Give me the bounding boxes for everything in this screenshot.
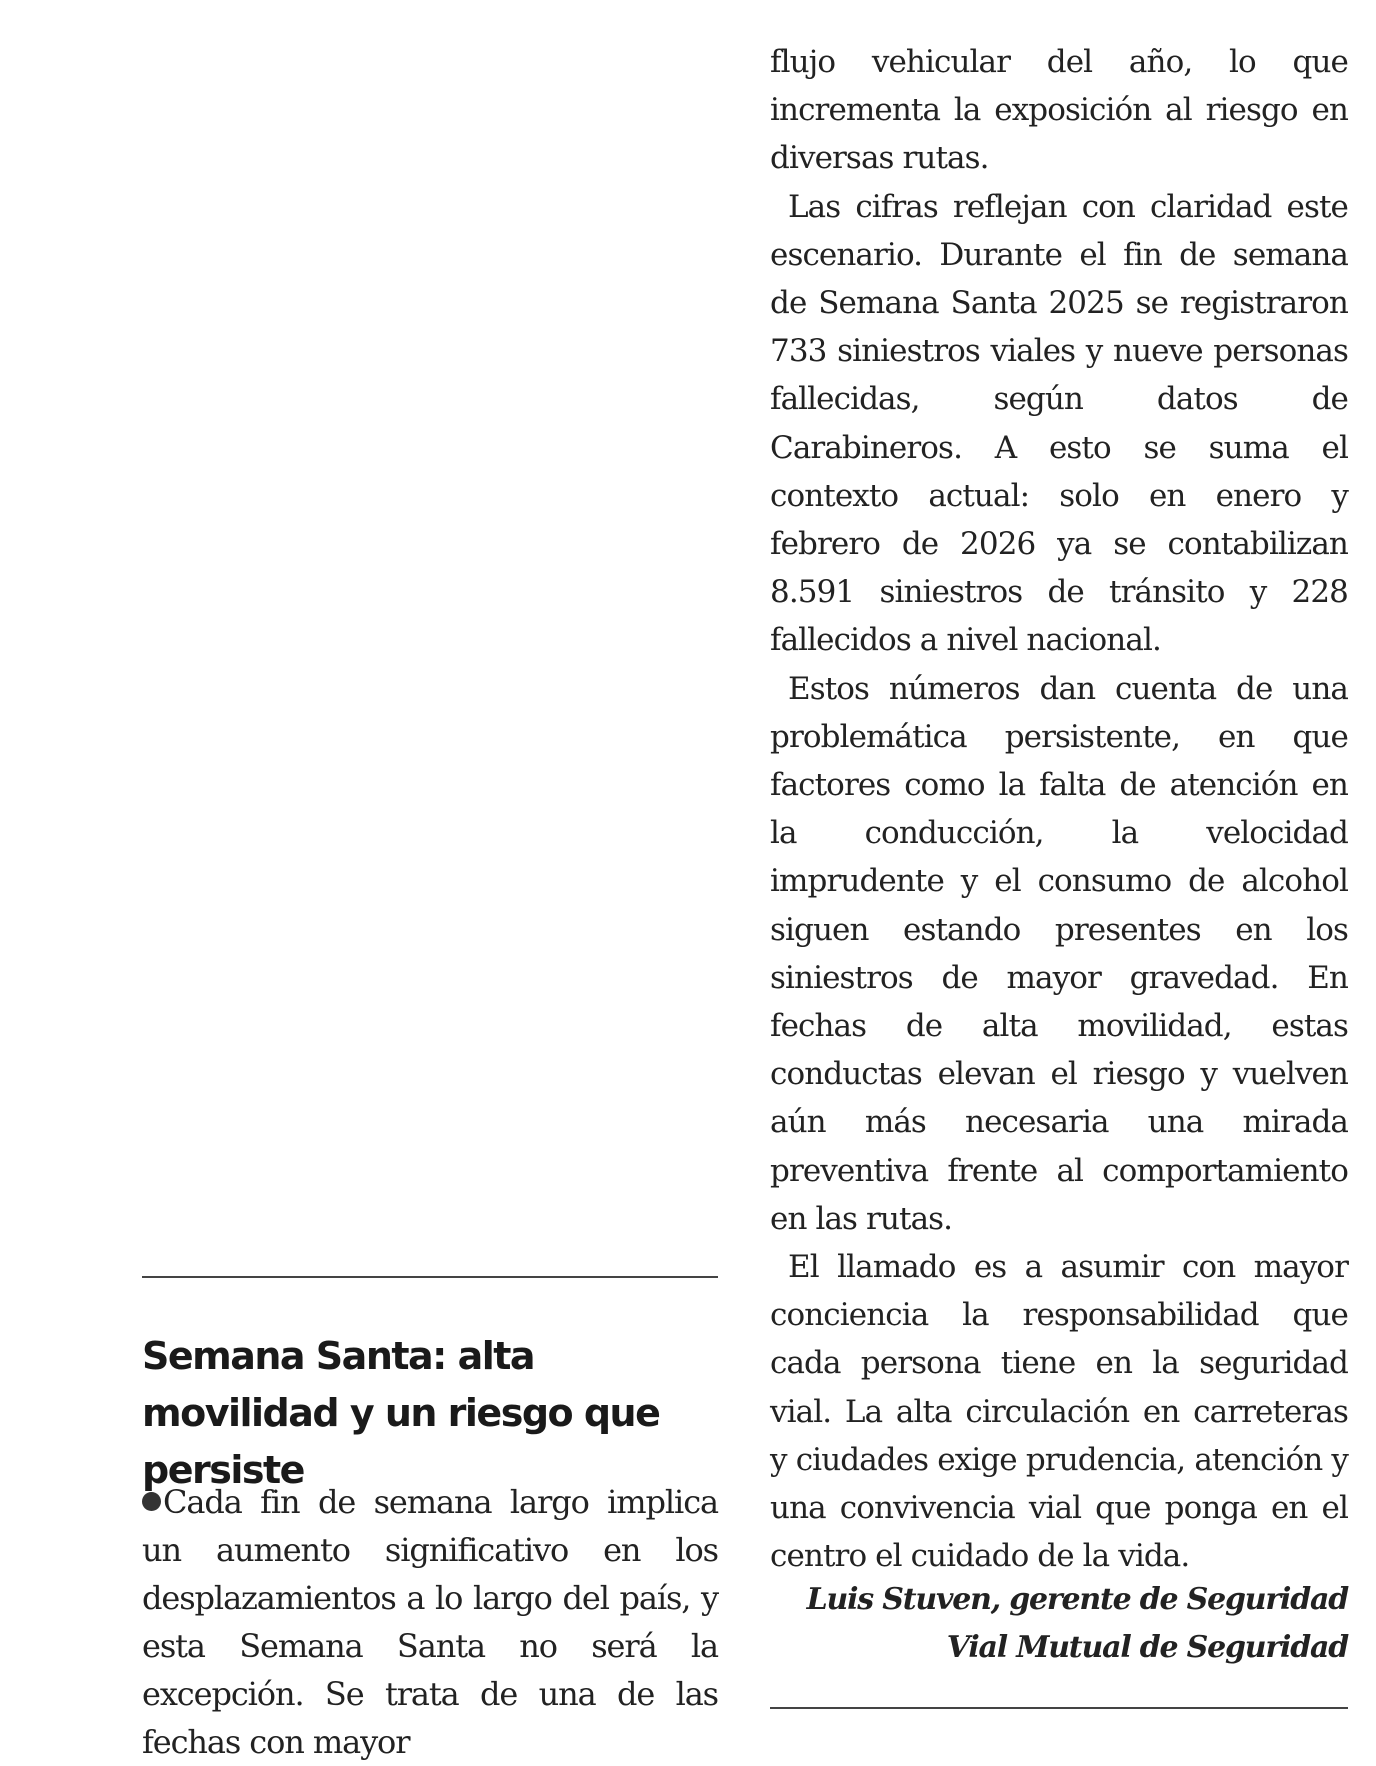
body-paragraph-3: Estos números dan cuenta de una problemática persistente, en que factores como la falta de atención en la conducción, la velocidad imprudente y el consumo de alcohol siguen estando presentes en los siniestros de mayor gravedad. En fechas de alta movilidad, estas conductas elevan el riesgo y vuelven aún más necesaria una mirada preventiva frente al comportamiento en las rutas. (770, 670, 1348, 1237)
headline-top-rule (142, 1276, 718, 1278)
signature-line-2: Vial Mutual de Seguridad (946, 1630, 1348, 1665)
article-lead-paragraph (142, 1478, 718, 1766)
bullet-icon (142, 1492, 161, 1511)
signature-bottom-rule (770, 1707, 1348, 1709)
article-lead-text: Cada fin de semana largo implica un aumento significativo en los desplazamientos a lo largo del país, y esta Semana Santa no será la excepción. Se trata de una de las fechas con mayor (142, 1483, 718, 1761)
body-paragraph-4: El llamado es a asumir con mayor conciencia la responsabilidad que cada persona tiene en la seguridad vial. La alta circulación en carreteras y ciudades exige prudencia, atención y una convivencia vial que ponga en el centro el cuidado de la vida. (770, 1249, 1348, 1575)
signature-line-1: Luis Stuven, gerente de Seguridad (806, 1582, 1348, 1617)
body-paragraph-2: Las cifras reflejan con claridad este escenario. Durante el fin de semana de Semana Santa 2025 se registraron 733 siniestros viales y nueve personas fallecidas, según datos de Carabineros. A esto se suma el contexto actual: solo en enero y febrero de 2026 ya se contabilizan 8.591 siniestros de tránsito y 228 fallecidos a nivel nacional. (770, 188, 1348, 659)
article-headline: Semana Santa: alta movilidad y un riesgo que persiste (142, 1334, 660, 1492)
main-text-column (770, 38, 1348, 1581)
body-paragraph-1: flujo vehicular del año, lo que incrementa la exposición al riesgo en diversas rutas. (770, 44, 1348, 177)
author-signature (770, 1576, 1348, 1672)
